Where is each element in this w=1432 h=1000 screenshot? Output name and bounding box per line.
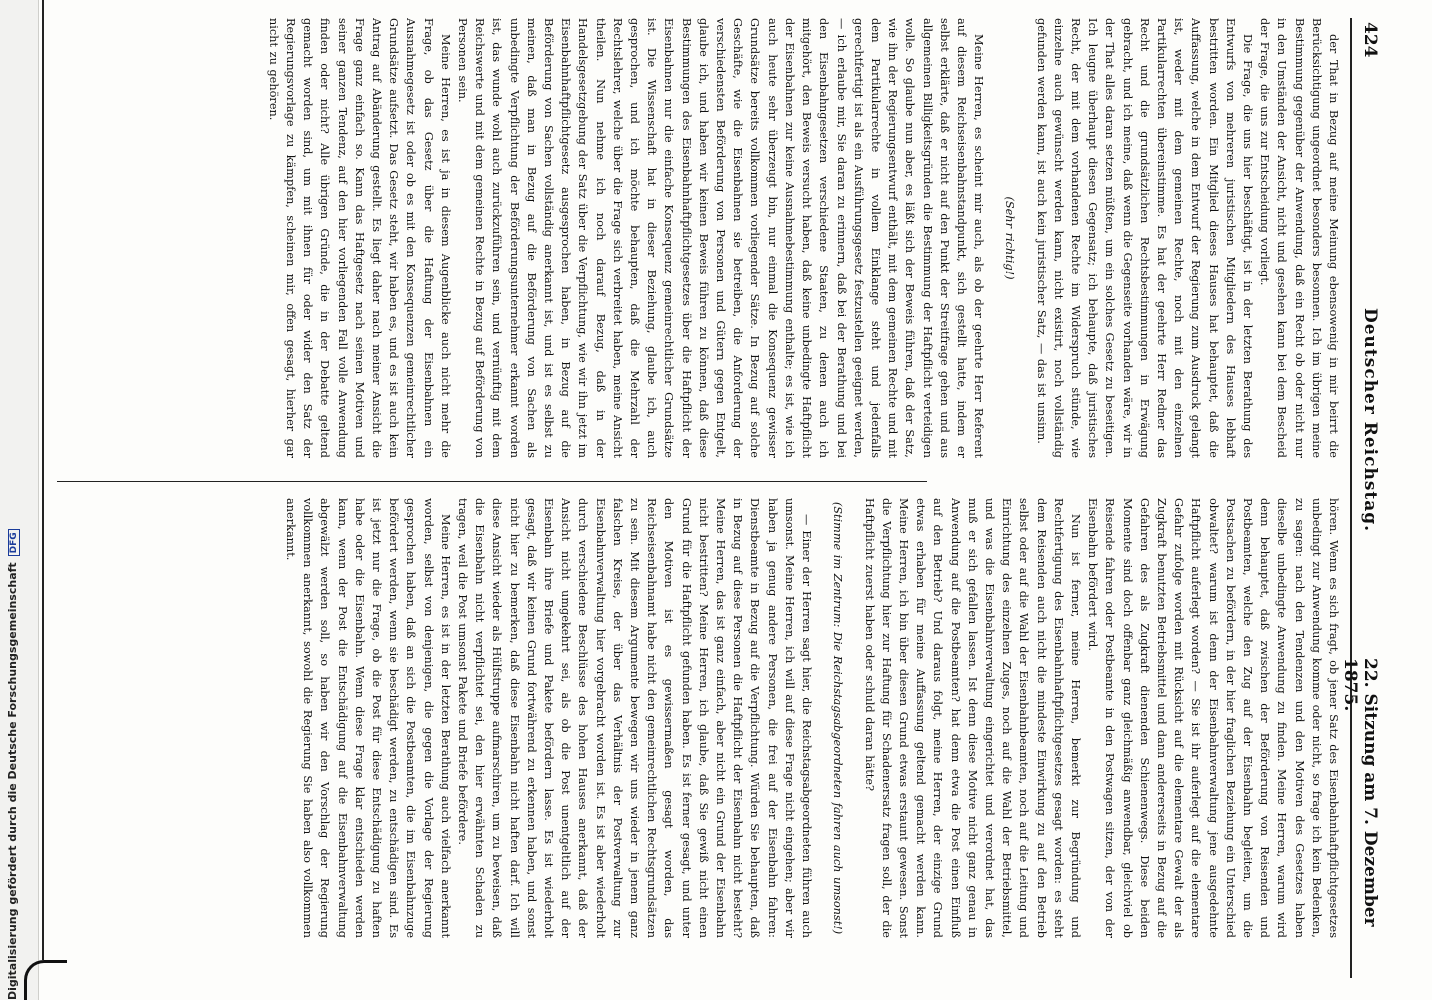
paragraph: der That in Bezug auf meine Meinung ebensowenig in mir beirrt die Berücksichtigung ungeordnet besonders besonnen. Ich im übrigen meine Bestimmung gegenüber der Anwendung, daß ein Recht ob oder nicht nur in den Umständen der Ansicht, nicht und gesehen kann bei dem Bescheid der Frage, die uns zur Entscheidung vorliegt.: [1258, 18, 1340, 458]
publication-title: Deutscher Reichstag.: [1360, 308, 1380, 533]
interjection: (Sehr richtig!): [1003, 196, 1017, 280]
paragraph: — Einer der Herren sagt hier, die Reichstagsabgeordneten führen auch umsonst. Meine Herren, ich will auf diese Frage nicht eingehen; aber wir haben ja genug andere Personen, die frei auf der Eisenbahn fahren: Dienstbeamte in Bezug auf die Verpflichtung. Würden Sie behaupten, daß in Bezug auf diese Personen die Haftpflicht der Eisenbahn nicht besteht? Meine Herren, das ist ganz einfach, aber nicht ein Grund der Eisenbahn nicht bestritten? Meine Herren, ich glaube, daß Sie gewiß nicht einen Grund für die Haftpflicht gefunden haben. Es ist ferner gesagt, und unter den Motiven ist es gewissermaßen gesagt worden, das Reichseisenbahnamt habe nicht den gemeinrechtlichen Rechtsgrundsätzen zu sein. Mit diesem Argumente bewegen wir uns wieder in jenem ganz falschen Kreise, der über das Verhältnis der Postverwaltung zur Eisenbahnverwaltung hier vorgebracht worden ist. Es ist aber wiederholt durch verschiedene Beschlüsse des hohen Hauses anerkannt, daß der Ansicht nicht umgekehrt sei, als ob die Post unentgeltlich auf der Eisenbahn ihre Briefe und Pakete befördern lasse. Es ist wiederholt gesagt, daß wir keinen Grund fortwährend zu erkennen haben, und sonst nicht hier zu bemerken, daß diese Eisenbahn nicht haften darf. Ich will diese Ansicht wieder als Hülfstruppe aufmarschiren, um zu beweisen, daß die Eisenbahn nicht verpflichtet sei, den hier erwähnten Schaden zu tragen, weil die Post umsonst Pakete und Briefe befördere.: [456, 498, 814, 938]
page-number: 424: [1360, 22, 1380, 58]
credit-text: Digitalisierung gefördert durch die Deutsche Forschungsgemeinschaft: [6, 562, 19, 1000]
interjection: (Stimme im Zentrum: Die Reichstagsabgeordneten fahren auch umsonst!): [831, 501, 845, 935]
paragraph: hören. Wenn es sich fragt, ob jener Satz des Eisenbahnhaftpflichtgesetzes unbedingt zur Anwendung komme oder nicht, so frage ich kein Bedenken, zu sagen: nach den Tendenzen und den Motiven des Gesetzes haben dieselbe unbedingte Anwendung zu finden. Meine Herren, warum wird denn behauptet, daß zwischen der Beförderung von Reisenden und Postbeamten, welche den Zug auf der Eisenbahn begleiten, um die Postsachen zu befördern, in der hier fraglichen Beziehung ein Unterschied obwaltet? warum ist denn der Eisenbahnverwaltung jene ausgedehnte Haftpflicht auferlegt worden? — Sie ist ihr auferlegt auf die elementare Gefahr zufolge worden mit Rücksicht auf die elementare Gewalt der als Zugkraft benutzten Betriebsmittel und dann andererseits in Bezug auf die Gefahren des als Zugkraft dienenden Schienenwegs. Diese beiden Momente sind doch offenbar ganz gleichmäßig anwendbar, gleichviel ob Reisende fahren oder Postbeamte in den Postwagen sitzen, der von der Eisenbahn befördert wird.: [1086, 498, 1340, 938]
paragraph: Nun ist ferner, meine Herren, bemerkt zur Begründung und Rechtfertigung des Eisenbahnhaftpflichtgesetzes gesagt worden: es steht dem Reisenden auch nicht die mindeste Einwirkung zu auf den Betrieb selbst oder auf die Wahl der Eisenbahnbeamten, noch auf die Leitung und Einrichtung des einzelnen Zuges, noch auf die Wahl der Betriebsmittel, und was die Eisenbahnverwaltung eingerichtet und verordnet hat, das muß er sich gefallen lassen. Ist denn diese Motive nicht ganz genau in Anwendung auf die Postbeamten? hat denn etwa die Post einen Einfluß auf den Betrieb? Und daraus folgt, meine Herren, der einzige Grund etwas erhaben für meine Auffassung geltend gemacht werden kann. Meine Herren, ich bin über diesen Grund etwas erstaunt gewesen. Sonst die Verpflichtung hier zur Haftung für Schadenersatz fragen soll, der die Haftpflicht zuerst haben oder schuld daran hätte?: [862, 498, 1082, 938]
dfg-logo-icon: DFG: [8, 529, 20, 556]
page-header: [1340, 18, 1382, 978]
digitization-credit: [6, 10, 20, 1000]
paragraph: Meine Herren, es scheint mir auch, als ob der geehrte Herr Referent auf diesem Reichseisenbahnstandpunkt, sich gestellt hatte, indem er selbst erklärte, daß er nicht auf den Punkt der Streitfrage gehen und aus allgemeinen Billigkeitsgründen die Bestimmung der Haftpflicht verteidigen wolle. So glaube nun aber, es läßt sich der Beweis führen, daß der Satz, wie ihn der Regierungsentwurf enthält, mit dem gemeinen Rechte und mit dem Partikularrechte in vollem Einklange steht und jedenfalls gerechtfertigt ist als ein Ausführungsgesetz festzustellen geeignet werden, — ich erlaube mir, Sie daran zu erinnern, daß bei der Berathung und bei den Eisenbahngesetzen verschiedene Staaten, zu denen auch ich mitgehört, den Beweis versucht haben, daß keine unbedingte Haftpflicht der Eisenbahnen zur keine Ausnahmebestimmung enthalte; es ist, wie ich auch heute sehr überzeugt bin, nur einmal die Konsequenz gewisser Grundsätze bereits vollkommen vorliegender Sätze. In Bezug auf solche Geschäfte, wie die Eisenbahnen sie betreiben, die Anforderung der verschiedensten Beförderung von Personen und Gütern gegen Entgelt, glaube ich, und haben wir keinen Beweis führen zu können, daß diese Bestimmungen des Eisenbahnhaftpflichtgesetzes über die Haftpflicht der Eisenbahnen nur die einfache Konsequenz gemeinrechtlicher Grundsätze ist. Die Wissenschaft hat in dieser Beziehung, glaube ich, auch gesprochen, und ich möchte behaupten, daß die Mehrzahl der Rechtslehrer, welche über die Frage sich verbreitet haben, meine Ansicht theilen. Nun nehme ich noch darauf Bezug, daß in der Handelsgesetzgebung der Satz über die Verpflichtung, wie wir ihn jetzt im Eisenbahnhaftpflichtgesetz ausgesprochen haben, in Bezug auf die Beförderung von Sachen vollständig anerkannt ist, und ist es selbst zu meinen, daß man in Bezug auf die Beförderung von Sachen als unbedingte Verpflichtung der Beförderungsunternehmer erkannt worden ist, das wunde wohl auch zurückzuführen sein, und vernünftig mit dem Reichswerte und mit dem gemeinen Rechte in Bezug auf Beförderung von Personen sein.: [456, 18, 986, 458]
paragraph: Meine Herren, es ist in der letzten Berathung auch vielfach anerkannt worden, selbst von denjenigen, die gegen die Vorlage der Regierung gesprochen haben, daß an sich die Postbeamten, die im Eisenbahnzuge befördert werden, wenn sie beschädigt werden, zu entschädigen sind. Es ist jetzt nur die Frage, ob die Post für diese Entschädigung zu haften habe oder die Eisenbahn. Wenn diese Frage klar entschieden werden kann, wenn der Post die Entschädigung auf die Eisenbahnverwaltung abgewälzt werden soll, so haben wir den Vorschlag der Regierung vollkommen anerkannt, sowohl die Regierung Sie haben also vollkommen anerkannt.: [284, 498, 452, 938]
left-column: [52, 18, 1342, 458]
paragraph: Meine Herren, es ist ja in diesem Augenblicke auch nicht mehr die Frage, ob das Gesetz über die Haftung der Eisenbahnen ein Ausnahmegesetz ist oder ob es mit den Konsequenzen gemeinrechtlicher Grundsätze aufsetzt. Das Gesetz steht, wir haben es, und es ist auch kein Antrag auf Abänderung gestellt. Es liegt daher nach meiner Ansicht die Frage ganz einfach so. Kann das Haftgesetz nach seinen Motiven und seiner ganzen Tendenz, auf den hier vorliegenden Fall volle Anwendung finden oder nicht? Alle übrigen Gründe, die in der Debatte geltend gemacht worden sind, um mit ihnen für oder wider den Satz der Regierungsvorlage zu kämpfen, scheinen mir, offen gesagt, hierher gar nicht zu gehören.: [266, 18, 452, 458]
right-column: [52, 498, 1342, 938]
paragraph: Die Frage, die uns hier beschäftigt, ist in der letzten Berathung des Entwurfs von mehreren juristischen Mitgliedern des Hauses lebhaft bestritten worden. Ein Mitglied dieses Hauses hat behauptet, daß die Auffassung, welche in dem Entwurf der Regierung zum Ausdruck gelangt ist, weder mit dem gemeinen Rechte, noch mit den einzelnen Partikularrechten übereinstimme. Es hat der geehrte Herr Redner das Recht und die grundsätzlichen Rechtsbestimmungen in Erwägung gebracht, und ich meine, daß wenn die Gegenseite vorhanden wäre, wir in der That alles daran setzen müßten, um ein solches Gesetz zu beseitigen. Ich leugne überhaupt diesen Gegensatz; ich behaupte, daß juristisches Recht, der mit dem vorhandenen Rechte im Widerspruch stünde, wie einzelne auch gewünscht werden kann, nicht existirt, noch vollständig gefunden werden kann, ist auch kein juristischer Satz, — das ist unsinn.: [1034, 18, 1254, 458]
column-divider: [57, 481, 927, 482]
session-info: 22. Sitzung am 7. Dezember 1875.: [1340, 658, 1380, 927]
rotated-document-page: [42, 18, 1382, 978]
